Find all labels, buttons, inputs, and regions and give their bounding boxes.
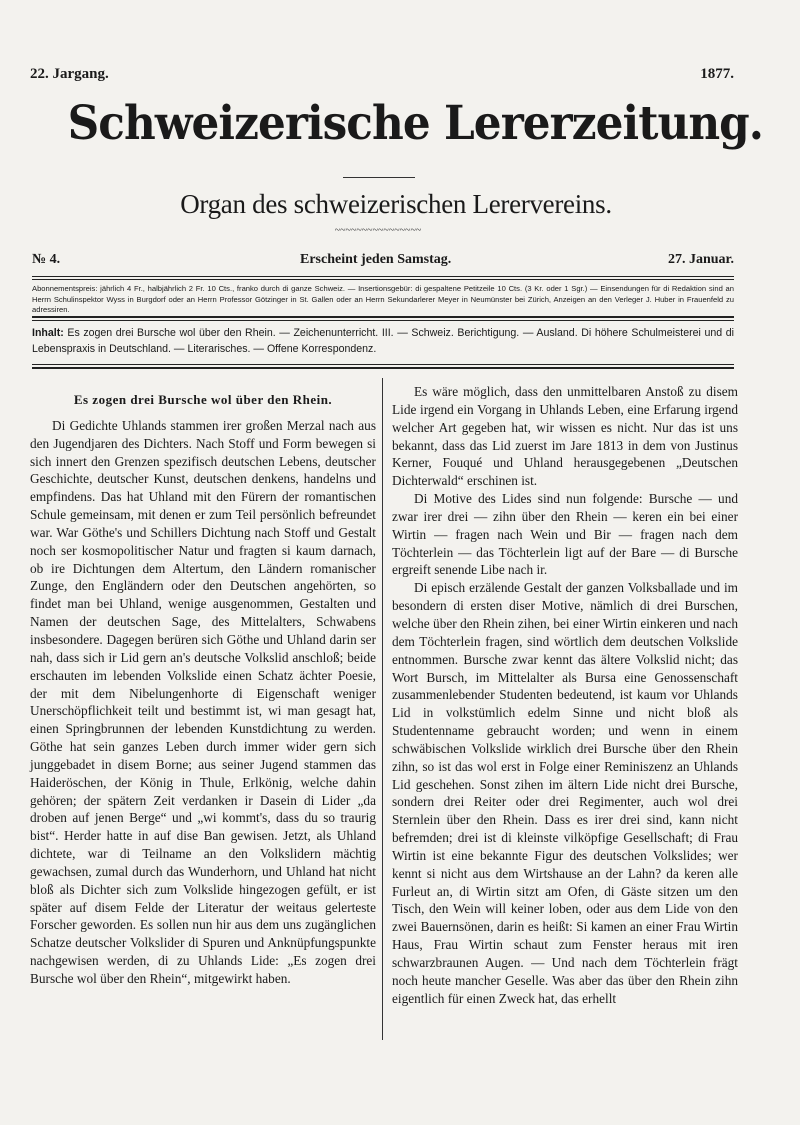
issue-number: № 4.: [32, 252, 61, 267]
volume-label: 22. Jargang.: [30, 66, 109, 82]
rule-top: [32, 276, 734, 277]
issue-date: 27. Januar.: [667, 252, 734, 267]
contents-label: Inhalt:: [32, 327, 64, 339]
article-paragraph: Di Motive des Lides sind nun folgende: Bursche — und zwar irer drei — zihn über den Rhein — keren ein bei einer Wirtin — fragen nach Wein und Bir — fragen nach dem Töchterlein — das Töchterlein ligt auf der Bare — di Bursche ergreift senende Libe nach ir.: [392, 491, 738, 578]
article-column-right: [392, 383, 738, 1008]
rule-contents-top-thin: [32, 320, 734, 321]
rule-top-thin: [32, 279, 734, 280]
article-heading: Es zogen drei Bursche wol über den Rhein.: [73, 392, 333, 407]
column-separator: [382, 378, 383, 1040]
rule-contents-bottom: [32, 364, 734, 365]
article-paragraph: Es wäre möglich, dass den unmittelbaren Anstoß zu disem Lide irgend ein Vorgang in Uhlands Leben, eine Erfarung irgend welcher Art gegeben hat, wir wissen es nicht. Nur das ist uns bekannt, dass das Lid zuerst im Jare 1813 in dem von Justinus Kerner, Fouqué und Uhland herausgegebenen „Deutschen Dichterwald“ erschinen ist.: [392, 384, 738, 489]
year-label: 1877.: [700, 66, 734, 82]
rule-contents-top: [32, 316, 734, 318]
subscription-notice: Abonnementspreis: jährlich 4 Fr., halbjährlich 2 Fr. 10 Cts., franko durch di ganze Schweiz. — Insertionsgebür: di gespaltene Petitzeile 10 Cts. (3 Kr. oder 1 Sgr.) — Einsendungen für di Redaktion sind an Herrn Schulinspektor Wyss in Burgdorf oder an Herrn Professor Götzinger in St. Gallen oder an Herrn Sekundarlerer Meyer in Neumünster bei Zürich, Anzeigen an den Verleger J. Huber in Frauenfeld zu adressiren.: [32, 284, 734, 314]
article-paragraph: Di episch erzälende Gestalt der ganzen Volksballade und im besondern di ersten diser Motive, nämlich di drei Burschen, welche über den Rhein zihen, bei einer Wirtin einkeren und nach dem Töchterlein fragen, sind wörtlich dem deutschen Volkslide entnommen. Bursche zwar kennt das ältere Volkslid nicht; das Wort Bursch, im Mittelalter als Bursa eine Genossenschaft zusammenlebender Studenten bedeutend, ist kaum vor Uhlands Lid in volkstümlich edelm Sinne und nicht bloß als Studentenname gebraucht worden; und wenn in einem schwäbischen Volkslide wirklich drei Bursche über den Rhein zihn, so ist das wol erst in Folge einer Reminiszenz an Uhlands Lid geschehen. Sonst zihen im ältern Lide nicht drei Bursche, sondern drei Reiter oder drei Regimenter, auch wol drei Sternlein über den Rhein. Dass es irer drei sind, kann nicht befremden; drei ist di kleinste vilköpfige Gesellschaft; di Frau Wirtin ist eine bekannte Figur des deutschen Volkslides; wer kennt si nicht aus dem Wirtshause an der Lahn? da keren alle Furleut an, di Wirtin sitzt am Ofen, di Gäste sitzen um den Tisch, den Wein will keiner loben, oder aus dem Lide von den zwei Bauernsönen, darin es heißt: Si kamen an einer Frau Wirtin Haus, Frau Wirtin schaut zum Fenster heraus mit iren schwarzbraunen Augen. — Und nach dem Töchterlein frägt noch heute mancher Geselle. Was aber das über den Rhein zihn eigentlich für einen Zweck hat, das erhellt: [392, 580, 738, 1006]
article-paragraph: Di Gedichte Uhlands stammen irer großen Merzal nach aus den Jugendjaren des Dichters. Nach Stoff und Form bewegen si sich innert den Grenzen spezifisch deutschen Lebens, deutscher Geschichte, deutscher Kunst, deutschen denkens, handelns und empfindens. Das hat Uhland mit den Fürern der romantischen Schule gemeinsam, mit denen er zum Teil persönlich befreundet war. War Göthe's und Schillers Dichtung nach Stoff und Gestalt noch ser kosmopolitischer Natur und fragten si kaum darnach, ob ire Dichtungen dem Altertum, den Ländern romanischer Zunge, den Engländern oder den Deutschen angehörten, so findet man bei Uhland, wenige ausgenommen, Gestalten und Namen der deutschen Sage, des Mittelalters, Schwabens insbesondere. Dagegen berüren sich Göthe und Uhland darin ser nah, dass sich ir Lid gern an's deutsche Volkslid anschloß; beide erschauten im lebenden Volkslide einen Schatz ächter Poesie, der mit dem Nibelungenhorte di Eigenschaft weniger Unerschöpflichkeit teilt und bestimmt ist, wi man gesagt hat, einen Springbrunnen der lebenden Kunstdichtung zu werden. Göthe hat sein ganzes Leben durch immer wider gern sich junggebadet in disem Borne; aus seiner Jugend stammen das Haideröschen, der König in Thule, Erlkönig, welche dahin gehören; der spätern Zeit verdanken ir Dasein di Lider „da droben auf jenen Berge“ und „wi kommt's, dass du so traurig bist“. Herder hatte in auf dise Ban gewisen. Jetzt, als Uhland dichtete, war di Teilname an den Volkslidern mächtig gewachsen, zumal durch das Wunderhorn, und Uhland hat nicht bloß als Dichter sich zum Volkslide hingezogen gefült, er ist später auf disem Felde der Literatur der weitaus gelerteste Forscher geworden. Es sollen nun hir aus dem uns zugänglichen Schatze deutscher Volkslider di Spuren und Anknüpfungspunkte nachgewisen werden, di zu Uhlands Lide: „Es zogen drei Bursche wol über den Rhein“, mitgewirkt haben.: [30, 417, 376, 986]
contents-text: Es zogen drei Bursche wol über den Rhein. — Zeichenunterricht. III. — Schweiz. Berichtigung. — Ausland. Di höhere Schulmeisterei und di Lebenspraxis in Deutschland. — Literarisches. — Offene Korrespondenz.: [32, 327, 734, 355]
masthead-subtitle: Organ des schweizerischen Lerervereins.: [180, 189, 612, 219]
title-divider: [343, 177, 415, 178]
masthead-title: Schweizerische Lererzeitung.: [67, 96, 764, 151]
publication-frequency: Erscheint jeden Samstag.: [300, 252, 452, 267]
ornament-divider: ~~~~~~~~~~~~~~~~: [334, 225, 422, 236]
table-of-contents: [32, 326, 734, 357]
article-column-left: [30, 383, 376, 988]
rule-contents-bottom-thick: [32, 367, 734, 369]
